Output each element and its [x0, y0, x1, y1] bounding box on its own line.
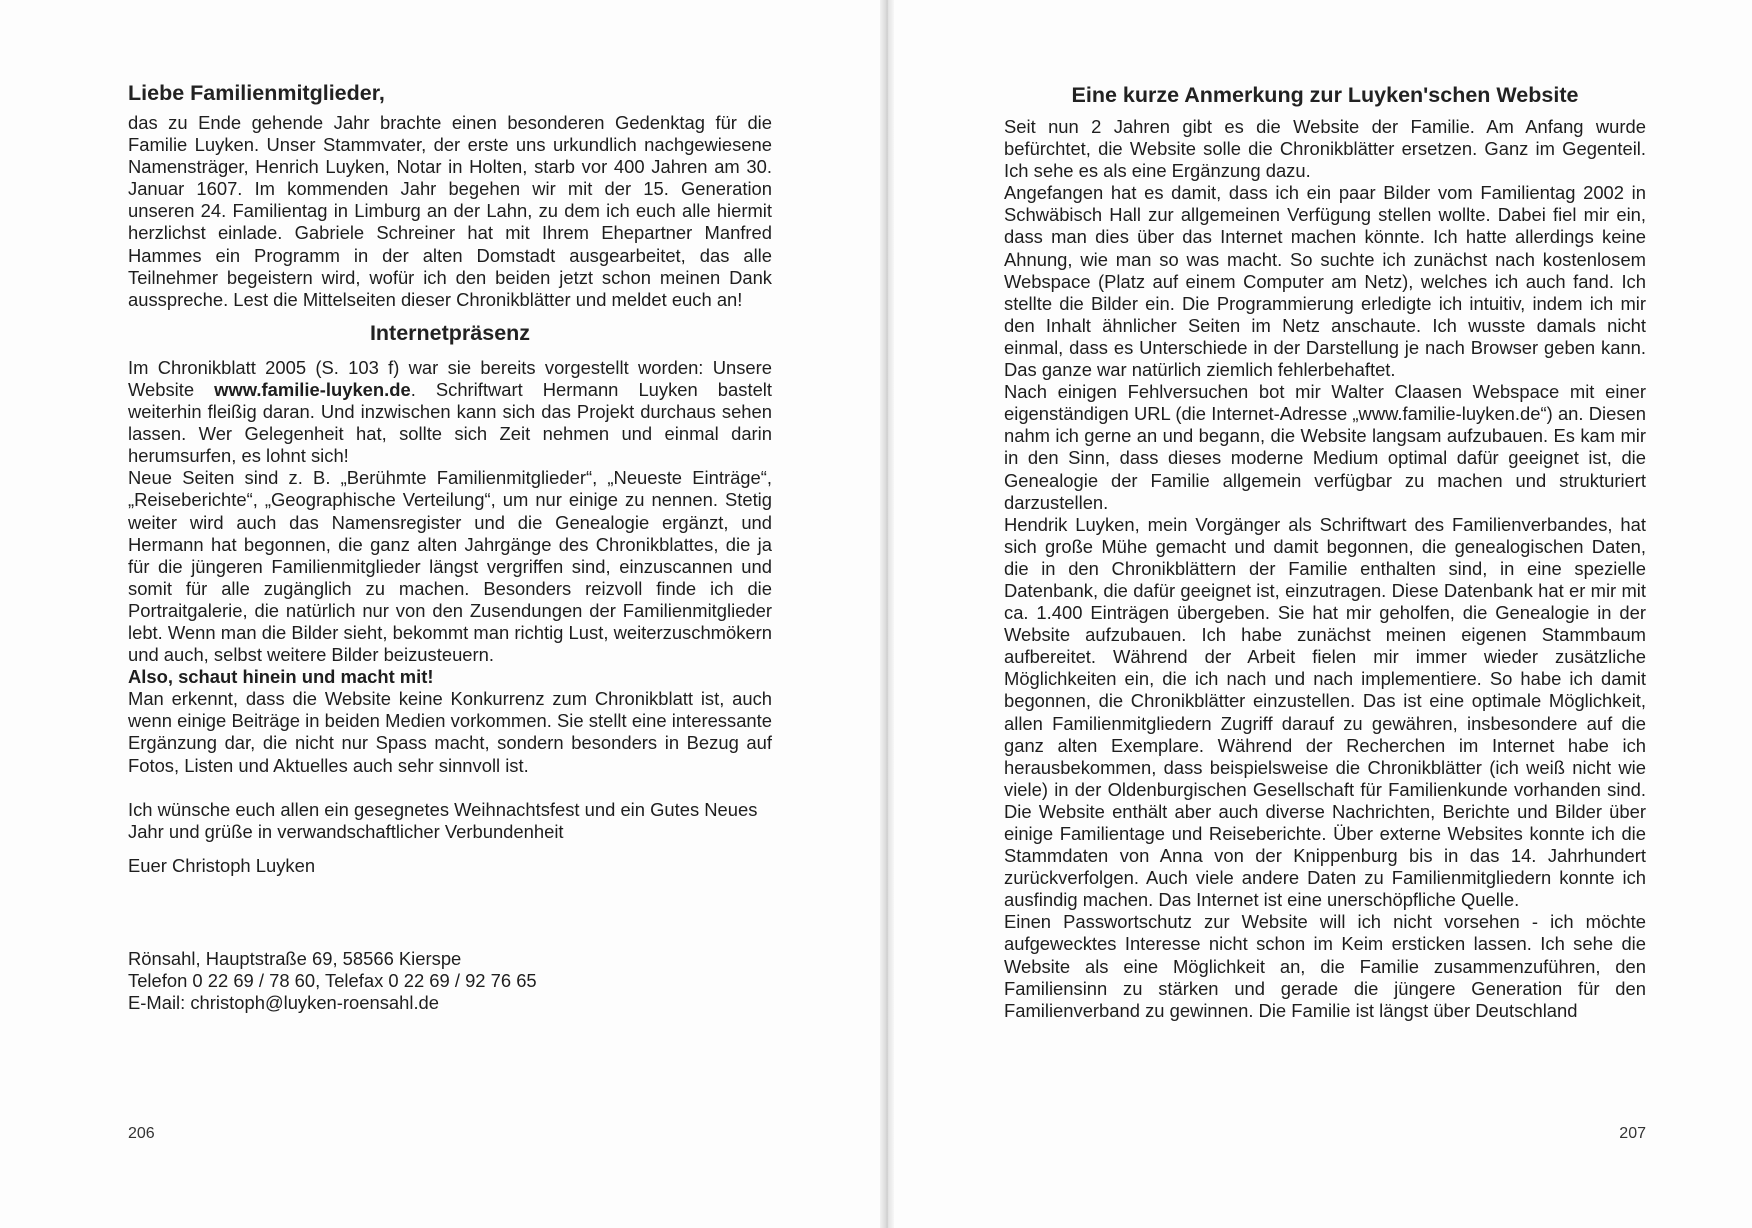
letter-intro-paragraph: das zu Ende gehende Jahr brachte einen besonderen Gedenktag für die Familie Luyken. Unser Stammvater, der erste uns urkundlich nachgewiesene Namensträger, Henrich Luyken, Notar in Holten, starb vor 400 Jahren am 30. Januar 1607. Im kommenden Jahr begehen wir mit der 15. Generation unseren 24. Familientag in Limburg an der Lahn, zu dem ich euch alle hiermit herzlichst einlade. Gabriele Schreiner hat mit Ihrem Ehepartner Manfred Hammes ein Programm in der alten Domstadt ausgearbeitet, das alle Teilnehmer begeistern wird, wofür ich den beiden jetzt schon meinen Dank ausspreche. Lest die Mittelseiten dieser Chronikblätter und meldet euch an! — [128, 112, 772, 310]
right-page-column — [1004, 82, 1646, 1022]
internet-section-heading: Internetpräsenz — [369, 320, 531, 345]
page-number-left: 206 — [128, 1125, 155, 1142]
paragraph-1-end: . Schriftwart Hermann Luyken bastelt weiterhin fleißig daran. Und inzwischen kann sich das Projekt durchaus sehen lassen. Wer Gelegenheit hat, sollte sich Zeit nehmen und einmal darin herumsurfen, es lohnt sich! — [128, 378, 772, 467]
phone-line: Telefon 0 22 69 / 78 60, Telefax 0 22 69 / 92 76 65 — [128, 970, 537, 991]
email-line: E-Mail: christoph@luyken-roensahl.de — [128, 992, 440, 1014]
left-page-column — [128, 80, 772, 1014]
internet-paragraph-1 — [128, 357, 772, 467]
signature: Euer Christoph Luyken — [128, 854, 316, 876]
website-paragraph-1: Seit nun 2 Jahren gibt es die Website der Familie. Am Anfang wurde befürchtet, die Website solle die Chronikblätter ersetzen. Ganz im Gegenteil. Ich sehe es als eine Ergänzung dazu. — [1004, 116, 1646, 182]
website-note-heading: Eine kurze Anmerkung zur Luyken'schen Website — [1071, 83, 1579, 107]
website-paragraph-4: Hendrik Luyken, mein Vorgänger als Schriftwart des Familienverbandes, hat sich große Mühe gemacht und damit begonnen, die genealogischen Daten, die in den Chronikblättern der Familie enthalten sind, in eine spezielle Datenbank, die dafür geeignet ist, einzutragen. Diese Datenbank hat er mir mit ca. 1.400 Einträgen übergeben. Sie hat mir geholfen, die Genealogie in der Website aufzubauen. Ich habe zunächst meinen eigenen Stammbaum aufbereitet. Während der Arbeit fielen mir immer wieder zusätzliche Möglichkeiten ein, die ich nach und nach implementiere. So habe ich damit begonnen, die Chronikblätter einzustellen. Das ist eine optimale Möglichkeit, allen Familienmitgliedern Zugriff darauf zu gewähren, insbesondere auf die ganz alten Exemplare. Während der Recherchen im Internet habe ich herausbekommen, dass beispielsweise die Chronikblätter (ich weiß nicht wie viele) in der Oldenburgischen Gesellschaft für Familienkunde vorhanden sind. Die Website enthält aber auch diverse Nachrichten, Berichte und Bilder über einige Familientage und Reiseberichte. Über externe Websites konnte ich die Stammdaten von Anna von der Knippenburg bis in das 14. Jahrhundert zurückverfolgen. Auch viele andere Daten zu Familienmitgliedern konnte ich ausfindig machen. Das Internet ist eine unerschöpfliche Quelle. — [1004, 513, 1646, 911]
website-paragraph-2: Angefangen hat es damit, dass ich ein paar Bilder vom Familientag 2002 in Schwäbisch Hall zur allgemeinen Verfügung stellen wollte. Dabei fiel mir ein, dass man dies über das Internet machen könnte. Ich hatte allerdings keine Ahnung, wie man so was macht. So suchte ich zunächst nach kostenlosem Webspace (Platz auf einem Computer am Netz), welches ich auch fand. Ich stellte die Bilder ein. Die Programmierung erledigte ich intuitiv, indem ich mir den Inhalt ähnlicher Seiten im Netz anschaute. Ich wusste damals nicht einmal, dass es Unterschiede in der Darstellung je nach Browser geben kann. Das ganze war natürlich ziemlich fehlerbehaftet. — [1004, 182, 1646, 381]
page-number-right: 207 — [1619, 1125, 1646, 1142]
right-page — [894, 0, 1752, 1228]
spacer — [128, 843, 772, 855]
internet-paragraph-2: Neue Seiten sind z. B. „Berühmte Familienmitglieder“, „Neueste Einträge“, „Reiseberichte“, „Geographische Verteilung“, um nur einige zu nennen. Stetig weiter wird auch das Namensregister und die Genealogie ergänzt, und Hermann hat begonnen, die ganz alten Jahrgänge des Chronikblattes, die ja für die jüngeren Familienmitglieder längst vergriffen sind, einzuscannen und somit für alle zugänglich zu machen. Besonders reizvoll finde ich die Portraitgalerie, die natürlich nur von den Zusendungen der Familienmitglieder lebt. Wenn man die Bilder sieht, bekommt man richtig Lust, weiterzuschmökern und auch, selbst weitere Bilder beizusteuern. — [128, 467, 772, 666]
spacer — [128, 777, 772, 799]
book-gutter — [880, 0, 894, 1228]
website-address: www.familie-luyken.de — [214, 378, 411, 400]
greeting-paragraph: Ich wünsche euch allen ein gesegnetes Weihnachtsfest und ein Gutes Neues Jahr und grüße in verwandschaftlicher Verbundenheit — [128, 798, 758, 842]
letter-heading: Liebe Familienmitglieder, — [128, 81, 385, 105]
address-block — [128, 948, 772, 1014]
website-paragraph-5: Einen Passwortschutz zur Website will ich nicht vorsehen - ich möchte aufgewecktes Interesse nicht schon im Keim ersticken lassen. Ich sehe die Website als eine Möglichkeit an, die Familie zusammenzuführen, den Familiensinn zu stärken und gerade die jüngere Generation für den Familienverband zu gewinnen. Die Familie ist längst über Deutschland — [1004, 911, 1646, 1021]
paragraph-1-start: Im Chronikblatt 2005 (S. 103 f) war sie bereits vorgestellt worden: Unsere Website — [128, 356, 772, 400]
internet-paragraph-3: Man erkennt, dass die Website keine Konkurrenz zum Chronikblatt ist, auch wenn einige Beiträge in beiden Medien vorkommen. Sie stellt eine interessante Ergänzung dar, die nicht nur Spass macht, sondern besonders in Bezug auf Fotos, Listen und Aktuelles auch sehr sinnvoll ist. — [128, 688, 772, 776]
address-line: Rönsahl, Hauptstraße 69, 58566 Kierspe — [128, 947, 462, 969]
website-paragraph-3: Nach einigen Fehlversuchen bot mir Walter Claasen Webspace mit einer eigenständigen URL (die Internet-Adresse „www.familie-luyken.de“) an. Diesen nahm ich gerne an und begann, die Website langsam aufzubauen. Es kam mir in den Sinn, dass dieses moderne Medium optimal dafür geeignet ist, die Genealogie der Familie allgemein verfügbar zu machen und strukturiert darzustellen. — [1004, 381, 1646, 513]
callout-line: Also, schaut hinein und macht mit! — [128, 666, 434, 688]
